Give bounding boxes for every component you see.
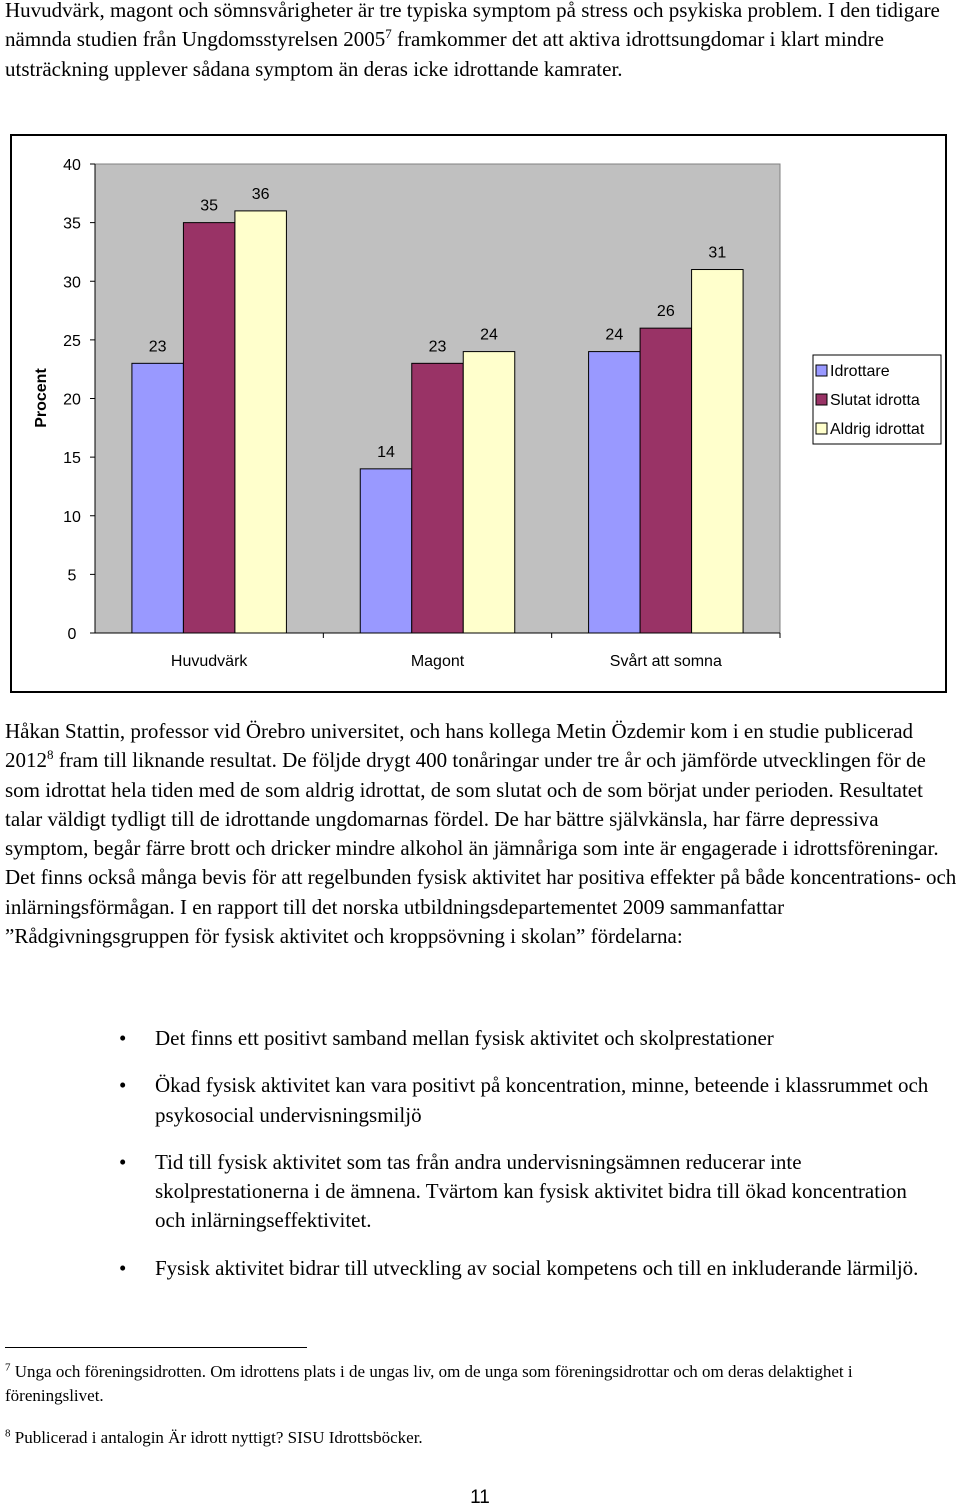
benefits-list (0, 1024, 960, 1283)
footnote-separator (5, 1347, 307, 1348)
data-label: 35 (200, 197, 219, 215)
footnote-ref-8[interactable]: 8 (47, 747, 54, 763)
bar (235, 211, 287, 633)
bar (360, 469, 412, 633)
bar (589, 352, 641, 633)
y-tick-label: 15 (63, 450, 81, 468)
legend-swatch (816, 423, 827, 434)
x-tick-label: Svårt att somna (609, 653, 722, 670)
y-tick-label: 40 (63, 157, 81, 174)
body-text-1: Håkan Stattin, professor vid Örebro universitet, och hans kollega Metin Özdemir kom i en studie publicerad 2012 (5, 719, 914, 773)
footnote-text: Publicerad i antalogin Är idrott nyttigt? SISU Idrottsböcker. (14, 1428, 423, 1447)
y-tick-label: 25 (63, 332, 81, 350)
list-item (0, 1071, 960, 1130)
bullet-icon: • (119, 1255, 127, 1280)
list-item-text: Tid till fysisk aktivitet som tas från andra undervisningsämnen reducerar inte skolprestationerna i de ämnena. Tvärtom kan fysisk aktivitet bidra till ökad koncentration och inlärningseffektivitet. (155, 1149, 907, 1233)
y-tick-label: 10 (63, 508, 81, 526)
x-tick-label: Huvudvärk (170, 653, 248, 670)
bar (640, 328, 692, 633)
data-label: 36 (251, 185, 270, 203)
legend-label: Idrottare (830, 363, 890, 380)
bar (132, 363, 184, 633)
intro-text-2: framkommer det att aktiva idrottsungdomar i klart mindre utsträckning upplever sådana symptom än deras icke idrottande kamrater. (5, 27, 884, 81)
bar (692, 270, 744, 633)
data-label: 23 (148, 338, 167, 356)
data-label: 24 (480, 326, 498, 344)
list-item (0, 1024, 960, 1053)
legend-swatch (816, 394, 827, 405)
intro-paragraph (5, 0, 957, 84)
bullet-icon: • (119, 1149, 127, 1174)
bar (463, 352, 515, 633)
y-tick-label: 35 (63, 215, 81, 233)
y-tick-label: 5 (67, 567, 77, 585)
bar-chart (0, 130, 960, 700)
list-item-text: Fysisk aktivitet bidrar till utveckling av social kompetens och till en inkluderande lärmiljö. (155, 1255, 919, 1280)
data-label: 31 (708, 244, 727, 262)
data-label: 23 (428, 338, 447, 356)
bar (183, 223, 235, 633)
legend-swatch (816, 365, 827, 376)
y-tick-label: 30 (63, 274, 81, 292)
bullet-icon: • (119, 1073, 127, 1098)
bar (412, 363, 464, 633)
y-axis-title: Procent (33, 368, 50, 428)
footnote-ref-7[interactable]: 7 (385, 26, 392, 42)
data-label: 24 (605, 326, 624, 344)
footnote-number: 8 (5, 1427, 11, 1440)
body-paragraph (5, 717, 957, 951)
list-item (0, 1254, 960, 1283)
footnote-text: Unga och föreningsidrotten. Om idrottens plats i de ungas liv, om de unga som föreningsidrottar och om deras delaktighet i föreningslivet. (5, 1362, 853, 1405)
body-text-2: fram till liknande resultat. De följde drygt 400 tonåringar under tre år och jämförde utvecklingen för de som idrottat hela tiden med de som aldrig idrottat, de som slutat och de som börjat under perioden. Resultatet talar väldigt tydligt till de idrottande ungdomarnas fördel. De har bättre självkänsla, har färre depressiva symptom, begår färre brott och dricker mindre alkohol än jämnåriga som inte är engagerade i idrottsföreningar. Det finns också många bevis för att regelbunden fysisk aktivitet har positiva effekter på både koncentrations- och inlärningsförmågan. I en rapport till det norska utbildningsdepartementet 2009 sammanfattar ”Rådgivningsgruppen för fysisk aktivitet och kroppsövning i skolan” fördelarna: (5, 748, 957, 949)
legend-label: Aldrig idrottat (830, 421, 925, 438)
list-item-text: Det finns ett positivt samband mellan fysisk aktivitet och skolprestationer (155, 1026, 774, 1050)
footnote-number: 7 (5, 1361, 11, 1374)
bullet-icon: • (119, 1026, 127, 1050)
page-number: 11 (470, 1487, 490, 1508)
legend-label: Slutat idrotta (830, 392, 920, 409)
footnote-7 (5, 1360, 955, 1408)
y-tick-label: 20 (63, 391, 81, 409)
intro-text-1: Huvudvärk, magont och sömnsvårigheter är tre typiska symptom på stress och psykiska problem. I den tidigare nämnda studien från Ungdomsstyrelsen 2005 (5, 0, 940, 52)
data-label: 26 (656, 303, 675, 321)
data-label: 14 (377, 443, 395, 461)
y-tick-label: 0 (67, 626, 77, 643)
x-tick-label: Magont (410, 653, 465, 670)
bar-chart-svg (0, 130, 960, 700)
list-item-text: Ökad fysisk aktivitet kan vara positivt på koncentration, minne, beteende i klassrummet och psykosocial undervisningsmiljö (155, 1073, 929, 1127)
footnote-8 (5, 1426, 955, 1450)
list-item (0, 1148, 960, 1236)
